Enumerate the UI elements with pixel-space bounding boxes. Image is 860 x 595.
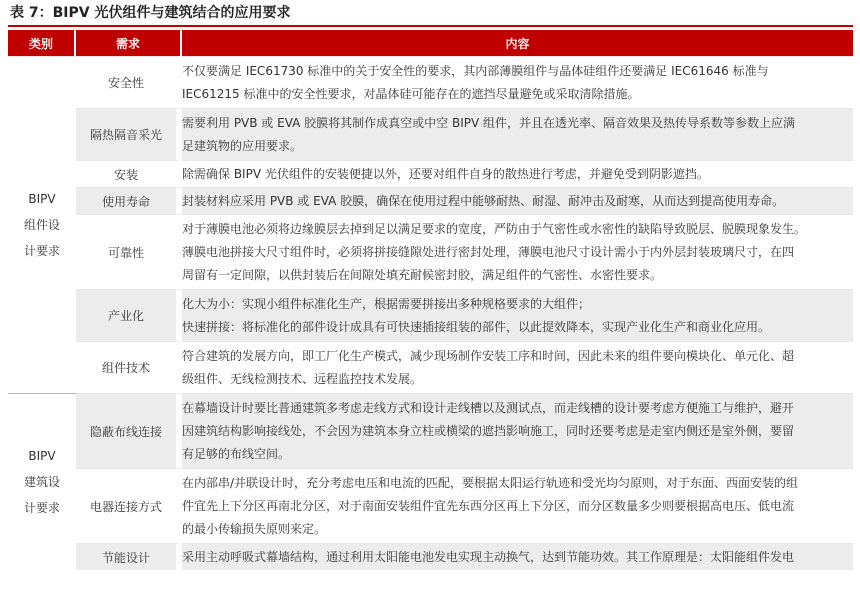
table-header-row [8,30,853,56]
table-row [8,108,853,160]
category-line: 计要求 [23,244,60,258]
content-line: 有足够的布线空间。 [182,446,291,461]
content-line: 需要利用 PVB 或 EVA 胶膜将其制作成真空或中空 BIPV 组件，并且在透光率、隔音效果及热传导系数等参数上应满 [182,115,796,130]
content-cell [182,214,853,289]
need-cell: 组件技术 [76,341,182,393]
content-line: 采用主动呼吸式幕墙结构，通过利用太阳能电池发电实现主动换气，达到节能功效。其工作原理是：太阳能组件发电 [182,549,795,564]
content-line: 符合建筑的发展方向，即工厂化生产模式，减少现场制作安装工序和时间，因此未来的组件要向模块化、单元化、超 [182,348,795,363]
content-line: 足建筑物的应用要求。 [182,138,303,153]
header-need: 需求 [76,30,182,56]
category-line: BIPV [28,192,56,206]
table-title: 表 7：BIPV 光伏组件与建筑结合的应用要求 [10,5,291,21]
content-line: 周留有一定间隙，以供封装后在间隙处填充耐候密封胶，满足组件的气密性、水密性要求。 [182,267,663,282]
content-line: 对于薄膜电池必须将边缘膜层去掉到足以满足要求的宽度，严防由于气密性或水密性的缺陷导致脱层、脱膜现象发生。 [182,221,807,236]
table-row [8,543,853,570]
category-cell-component [8,56,76,393]
need-cell: 隔热隔音采光 [76,108,182,160]
need-cell: 节能设计 [76,543,182,570]
content-line: 快速拼接：将标准化的部件设计成具有可快速插接组装的部件，以此提效降本，实现产业化生产和商业化应用。 [182,319,771,334]
content-cell [182,160,853,187]
need-cell: 产业化 [76,289,182,341]
need-cell: 电器连接方式 [76,468,182,543]
table-row [8,393,853,468]
category-line: 计要求 [23,501,60,515]
requirements-table [8,30,853,570]
content-line: IEC61215 标准中的安全性要求，对晶体硅可能存在的遮挡尽量避免或采取清除措施。 [182,86,640,101]
content-cell [182,393,853,468]
category-line: BIPV [28,449,56,463]
category-cell-building [8,393,76,570]
header-content: 内容 [182,30,853,56]
table-row [8,341,853,393]
content-cell [182,468,853,543]
content-line: 级组件、无线检测技术、远程监控技术发展。 [182,371,423,386]
title-divider [8,25,853,27]
content-line: 薄膜电池拼接大尺寸组件时，必须将拼接缝隙处进行密封处理，薄膜电池尺寸设计需小于内外层封装玻璃尺寸，在四 [182,244,795,259]
content-line: 在幕墙设计时要比普通建筑多考虑走线方式和设计走线槽以及测试点，而走线槽的设计要考虑方便施工与维护，避开 [182,400,795,415]
header-category: 类别 [8,30,76,56]
table-row [8,56,853,108]
content-cell [182,289,853,341]
content-line: 封装材料应采用 PVB 或 EVA 胶膜，确保在使用过程中能够耐热、耐湿、耐冲击及耐寒，从而达到提高使用寿命。 [182,193,785,208]
content-cell [182,187,853,214]
content-line: 件宜先上下分区再南北分区，对于南面安装组件宜先东西分区再上下分区，而分区数量多少则要根据高电压、低电流 [182,498,795,513]
table-row [8,289,853,341]
table-row [8,187,853,214]
need-cell: 可靠性 [76,214,182,289]
content-line: 除需确保 BIPV 光伏组件的安装便捷以外，还要对组件自身的散热进行考虑，并避免受到阴影遮挡。 [182,166,709,181]
category-line: 建筑设 [23,475,60,489]
content-line: 在内部串/并联设计时，充分考虑电压和电流的匹配，要根据太阳运行轨迹和受光均匀原则，对于东面、西面安装的组 [182,475,799,490]
content-cell [182,56,853,108]
table-row [8,214,853,289]
table-row [8,160,853,187]
need-cell: 使用寿命 [76,187,182,214]
need-cell: 隐蔽布线连接 [76,393,182,468]
content-cell [182,543,853,570]
content-cell [182,341,853,393]
content-line: 的最小传输损失原则来定。 [182,521,327,536]
content-cell [182,108,853,160]
content-line: 化大为小：实现小组件标准化生产，根据需要拼接出多种规格要求的大组件； [182,296,591,311]
table-row [8,468,853,543]
category-line: 组件设 [23,218,60,232]
content-line: 因建筑结构影响接线处，不会因为建筑本身立柱或横梁的遮挡影响施工，同时还要考虑是走室内侧还是室外侧，要留 [182,423,795,438]
content-line: 不仅要满足 IEC61730 标准中的关于安全性的要求，其内部薄膜组件与晶体硅组件还要满足 IEC61646 标准与 [182,63,769,78]
need-cell: 安全性 [76,56,182,108]
need-cell: 安装 [76,160,182,187]
